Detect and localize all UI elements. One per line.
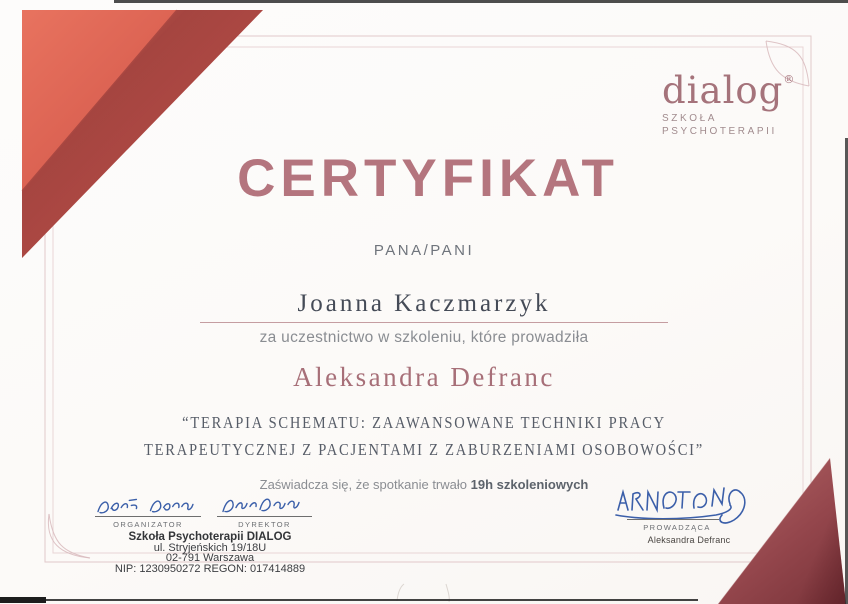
organization-block bbox=[90, 532, 330, 574]
signature-organizator-ink bbox=[95, 495, 201, 518]
trainer-name: Aleksandra Defranc bbox=[293, 362, 555, 392]
signature-line-organizator bbox=[95, 516, 201, 517]
signature-line-prowadzaca bbox=[627, 519, 719, 520]
course-title-line2: TERAPEUTYCZNEJ Z PACJENTAMI Z ZABURZENIAMI OSOBOWOŚCI” bbox=[143, 440, 704, 459]
signature-role-prowadzaca: PROWADZĄCA bbox=[643, 523, 711, 532]
duration-hours: 19h szkoleniowych bbox=[470, 477, 589, 492]
organization-street: ul. Stryjeńskich 19/18U bbox=[153, 541, 267, 554]
participation-line: za uczestnictwo w szkoleniu, które prowadziła bbox=[259, 329, 589, 346]
scan-edge-bottom-thin bbox=[46, 599, 698, 601]
logo-brand-text: dialog® bbox=[662, 69, 795, 112]
signature-role-organizator: ORGANIZATOR bbox=[113, 520, 183, 529]
signature-prowadzaca-ink bbox=[612, 482, 752, 528]
logo-dialog bbox=[662, 69, 795, 138]
signature-role-dyrektor: DYREKTOR bbox=[238, 520, 291, 529]
logo-subtitle: SZKOŁA PSYCHOTERAPII bbox=[662, 113, 777, 137]
organization-tax-ids: NIP: 1230950272 REGON: 017414889 bbox=[114, 562, 306, 575]
duration-statement: Zaświadcza się, że spotkanie trwało 19h szkoleniowych bbox=[259, 477, 589, 492]
recipient-underline bbox=[200, 322, 668, 323]
salutation-label: PANA/PANI bbox=[373, 242, 475, 259]
signature-dyrektor-ink bbox=[219, 493, 314, 518]
course-title-line1: “TERAPIA SCHEMATU: ZAAWANSOWANE TECHNIKI PRACY bbox=[182, 413, 666, 432]
recipient-name: Joanna Kaczmarzyk bbox=[297, 290, 551, 317]
corner-flourish-bottom-left bbox=[48, 514, 90, 558]
organization-city: 02-791 Warszawa bbox=[165, 552, 255, 565]
signature-name-prowadzaca: Aleksandra Defranc bbox=[647, 535, 731, 545]
registered-trademark-icon: ® bbox=[783, 73, 795, 86]
certificate-title: CERTYFIKAT bbox=[237, 149, 619, 208]
scan-edge-top bbox=[114, 0, 848, 3]
signature-line-dyrektor bbox=[217, 516, 312, 517]
course-title bbox=[51, 409, 797, 463]
scan-edge-bottom-thick bbox=[0, 597, 46, 603]
organization-name: Szkoła Psychoterapii DIALOG bbox=[128, 531, 292, 543]
